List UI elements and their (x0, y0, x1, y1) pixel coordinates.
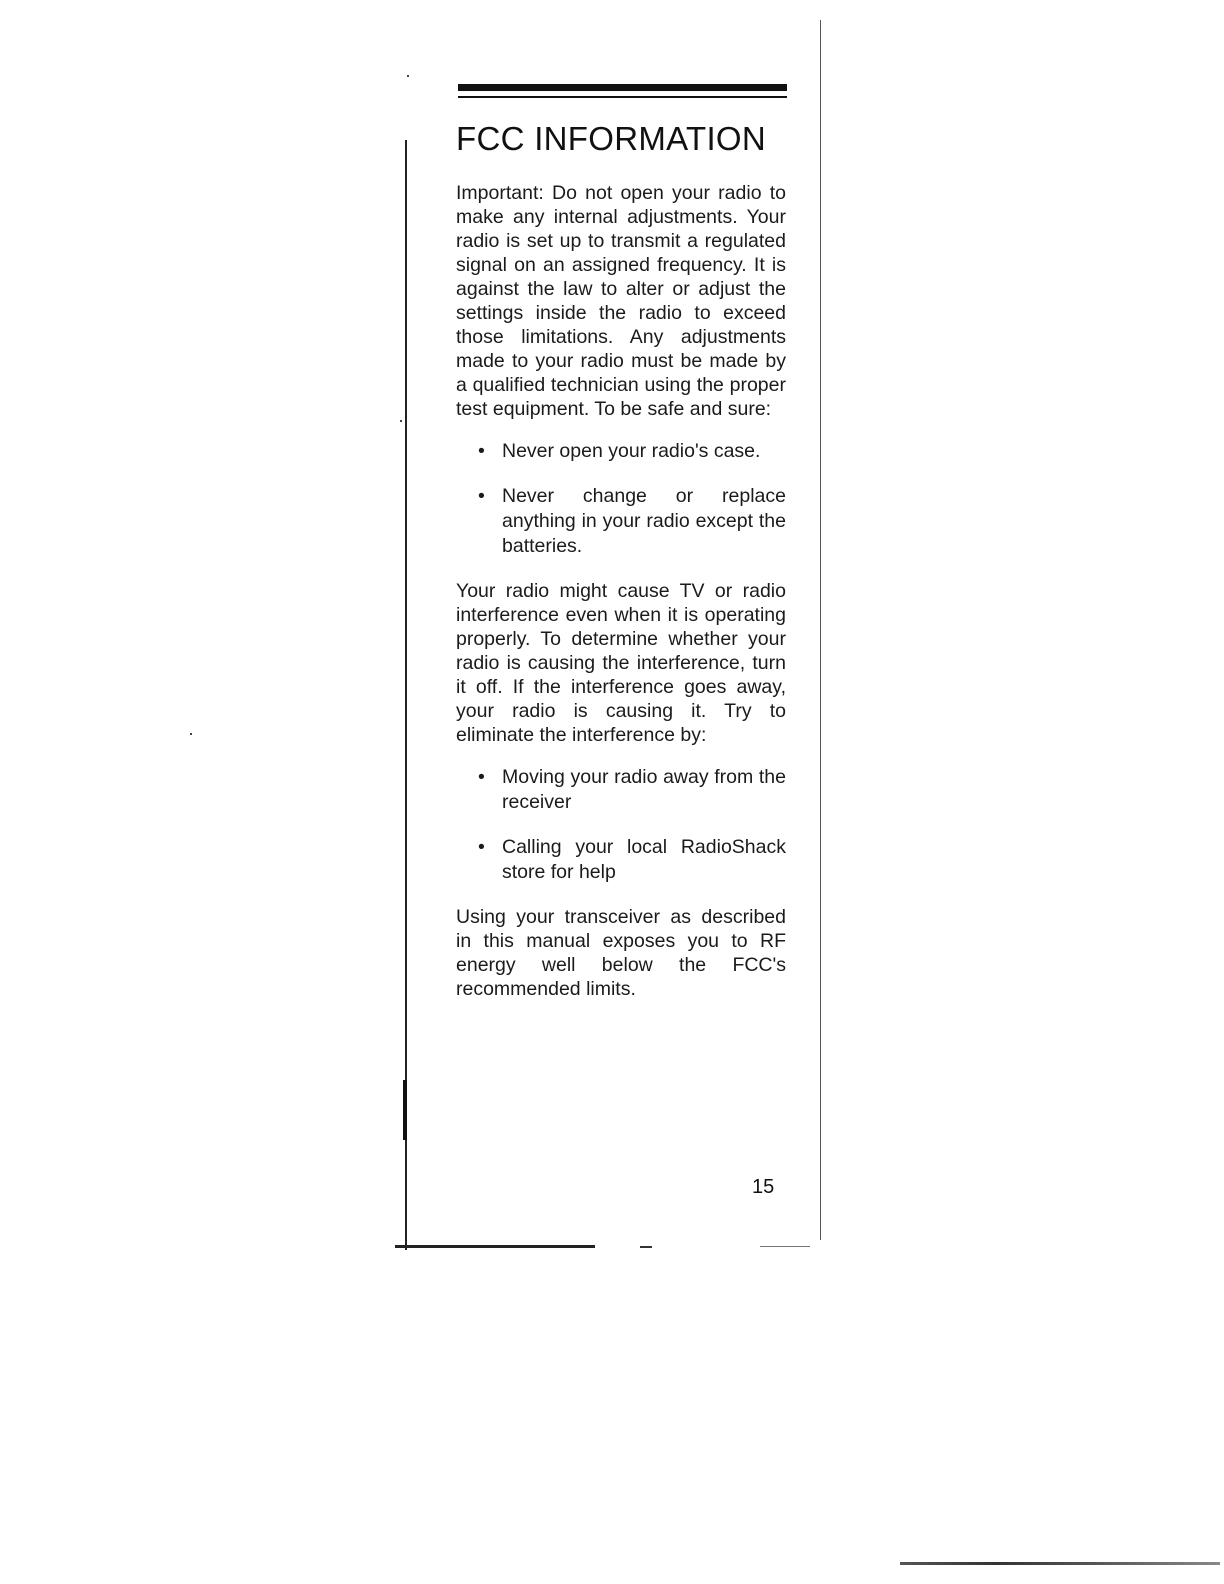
scan-bottom-edge (395, 1245, 595, 1248)
list-item-text: Never open your radio's case. (502, 440, 761, 462)
scan-speck (407, 75, 409, 77)
bullet-icon: • (478, 836, 485, 858)
list-item (478, 835, 786, 885)
scan-bottom-mark (760, 1246, 810, 1247)
bullet-icon: • (478, 766, 485, 788)
list-item-text: Moving your radio away from the receiver (502, 766, 786, 813)
page-number: 15 (752, 1176, 775, 1198)
interference-paragraph: Your radio might cause TV or radio interference even when it is operating properly. To determine whether your radio is causing the interference, turn it off. If the interference goes away, your radio is causing it. Try to eliminate the interference by: (456, 580, 786, 746)
rf-exposure-paragraph: Using your transceiver as described in this manual exposes you to RF energy well below the FCC's recommended limits. (456, 906, 786, 1000)
scan-speck (190, 733, 192, 735)
bullet-icon: • (478, 485, 485, 507)
list-item (478, 439, 786, 464)
scan-speck (400, 420, 402, 422)
scan-footer-line (900, 1562, 1220, 1565)
header-rule-thick (458, 84, 787, 91)
header-rule-thin (458, 96, 787, 98)
scan-bottom-mark (640, 1246, 652, 1248)
interference-list (456, 765, 786, 885)
list-item-text: Calling your local RadioShack store for help (502, 836, 786, 883)
safety-list (456, 439, 786, 559)
bullet-icon: • (478, 440, 485, 462)
text-column (456, 115, 786, 1001)
intro-text: Do not open your radio to make any internal adjustments. Your radio is set up to transmit a regulated signal on an assigned frequency. It is against the law to alter or adjust the settings inside the radio to exceed those limitations. Any adjustments made to your radio must be made by a qualified technician using the proper test equipment. To be safe and sure: (456, 182, 787, 420)
scan-right-edge (820, 20, 821, 1240)
list-item (478, 484, 786, 559)
page-title: FCC INFORMATION (456, 120, 767, 157)
intro-paragraph (456, 181, 786, 421)
list-item-text: Never change or replace anything in your radio except the batteries. (502, 485, 786, 557)
intro-lead: Important: (456, 182, 544, 204)
list-item (478, 765, 786, 815)
scan-left-edge-mark (403, 1080, 407, 1140)
